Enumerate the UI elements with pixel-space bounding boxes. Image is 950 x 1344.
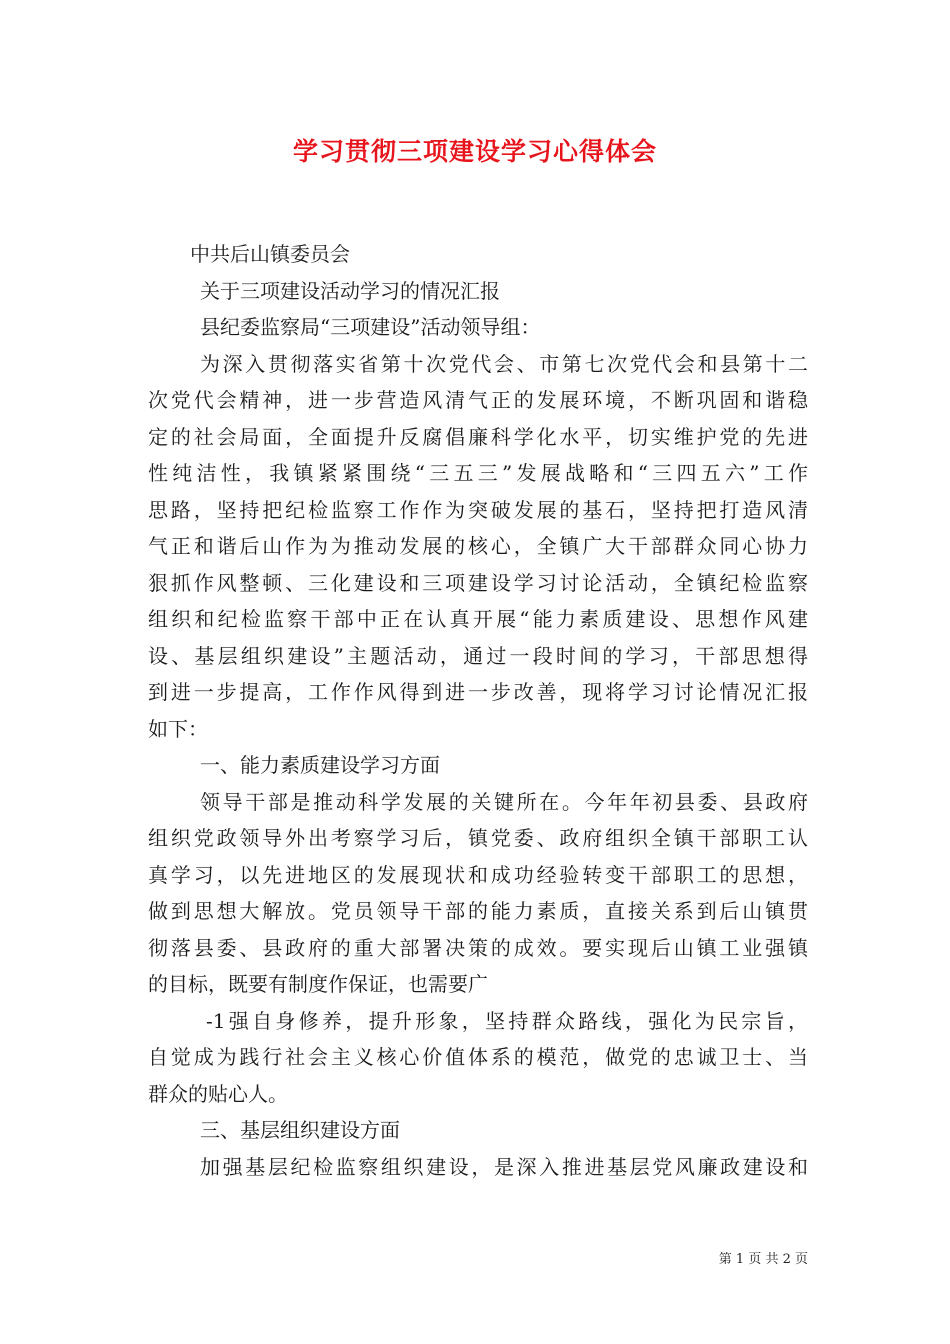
text-line: 群众的贴心人。	[148, 1081, 288, 1106]
text-line: 设、基层组织建设”主题活动，通过一段时间的学习，干部思想得	[148, 643, 808, 668]
text-line: 狠抓作风整顿、三化建设和三项建设学习讨论活动，全镇纪检监察	[148, 570, 808, 595]
text-line: -1强自身修养，提升形象，坚持群众路线，强化为民宗旨，	[206, 1008, 808, 1033]
text-line: 领导干部是推动科学发展的关键所在。今年年初县委、县政府	[200, 789, 808, 814]
section-heading: 一、能力素质建设学习方面	[200, 753, 440, 777]
document-title: 学习贯彻三项建设学习心得体会	[292, 137, 657, 166]
section-heading: 三、基层组织建设方面	[200, 1118, 400, 1142]
text-line: 定的社会局面，全面提升反腐倡廉科学化水平，切实维护党的先进	[148, 424, 808, 449]
text-line: 中共后山镇委员会	[190, 242, 350, 266]
text-line: 自觉成为践行社会主义核心价值体系的模范，做党的忠诚卫士、当	[148, 1045, 808, 1069]
text-line: 做到思想大解放。党员领导干部的能力素质，直接关系到后山镇贯	[148, 899, 808, 923]
text-line: 组织和纪检监察干部中正在认真开展“能力素质建设、思想作风建	[148, 607, 808, 631]
text-line: 真学习，以先进地区的发展现状和成功经验转变干部职工的思想，	[148, 862, 808, 887]
text-line: 到进一步提高，工作作风得到进一步改善，现将学习讨论情况汇报	[148, 680, 808, 704]
text-line: 彻落县委、县政府的重大部署决策的成效。要实现后山镇工业强镇	[148, 935, 808, 960]
text-line: 如下：	[148, 716, 208, 741]
text-line: 气正和谐后山作为为推动发展的核心，全镇广大干部群众同心协力	[148, 534, 808, 558]
text-line: 关于三项建设活动学习的情况汇报	[200, 278, 500, 303]
text-line: 县纪委监察局“三项建设”活动领导组：	[200, 315, 541, 339]
text-line: 的目标，既要有制度作保证，也需要广	[148, 972, 488, 996]
text-line: 组织党政领导外出考察学习后，镇党委、政府组织全镇干部职工认	[148, 826, 808, 850]
text-line: 思路，坚持把纪检监察工作作为突破发展的基石，坚持把打造风清	[148, 497, 808, 522]
text-line: 性纯洁性，我镇紧紧围绕“三五三”发展战略和“三四五六”工作	[148, 461, 808, 485]
text-line: 次党代会精神，进一步营造风清气正的发展环境，不断巩固和谐稳	[148, 388, 808, 412]
text-line: 为深入贯彻落实省第十次党代会、市第七次党代会和县第十二	[200, 351, 808, 376]
text-line: 加强基层纪检监察组织建设，是深入推进基层党风廉政建设和	[200, 1154, 808, 1179]
page-number: 第 1 页 共 2 页	[718, 1252, 808, 1267]
document-body	[148, 236, 808, 1185]
